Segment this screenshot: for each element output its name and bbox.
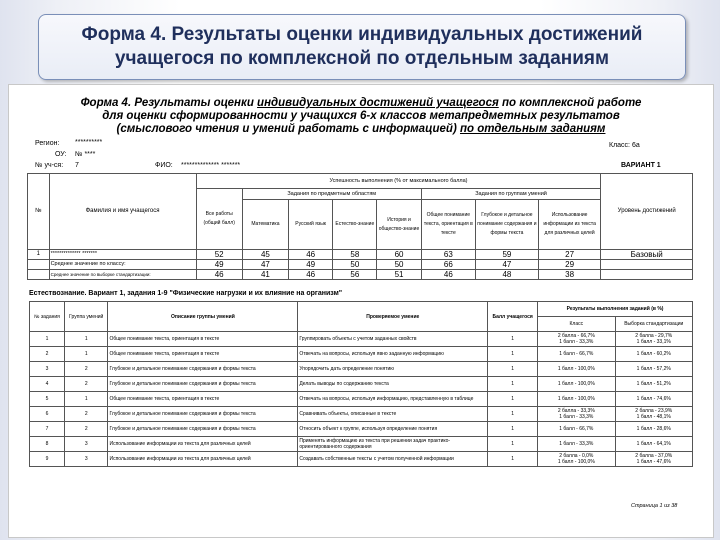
avg-class-value: 47	[242, 260, 288, 270]
summary-row-value: 46	[289, 250, 333, 260]
doc-heading-1-pre: Форма 4. Результаты оценки	[80, 97, 258, 109]
summary-row-value: 58	[333, 250, 377, 260]
detail-cell-score: 1	[488, 407, 538, 422]
avg-class-value: 29	[538, 260, 601, 270]
detail-header-sample: Выборка стандартизации	[615, 317, 692, 332]
detail-cell-skill: Отвечать на вопросы, используя явно заданную информацию	[298, 347, 488, 362]
detail-row	[30, 422, 693, 437]
summary-sub-general: Общее понимание текста, ориентация в тексте	[421, 200, 475, 250]
detail-cell-desc: Глубокое и детальное понимание содержания и формы текста	[108, 362, 298, 377]
detail-cell-group: 2	[65, 407, 108, 422]
detail-cell-score: 1	[488, 347, 538, 362]
avg-class-value: 49	[196, 260, 242, 270]
detail-cell-no: 2	[30, 347, 65, 362]
summary-row-name: ************** *******	[49, 250, 196, 260]
variant-label: ВАРИАНТ 1	[621, 162, 661, 169]
detail-cell-score: 1	[488, 377, 538, 392]
summary-sub-usage: Использование информации из текста для различных целей	[538, 200, 601, 250]
region-label: Регион:	[35, 140, 60, 147]
detail-cell-skill: Отвечать на вопросы, используя информацию, представленную в таблице	[298, 392, 488, 407]
student-no-value: 7	[75, 162, 79, 169]
detail-row	[30, 452, 693, 467]
detail-cell-desc: Глубокое и детальное понимание содержания и формы текста	[108, 422, 298, 437]
detail-cell-class: 1 балл - 33,3%	[538, 437, 615, 452]
detail-cell-skill: Относить объект к группе, используя определение понятия	[298, 422, 488, 437]
slide-title-line-1: Форма 4. Результаты оценки индивидуальных достижений	[81, 24, 643, 45]
avg-sample-value: 51	[377, 270, 421, 280]
fio-value: ************** *******	[181, 162, 241, 169]
detail-row	[30, 407, 693, 422]
summary-col-level: Уровень достижений	[601, 174, 693, 250]
detail-cell-group: 2	[65, 362, 108, 377]
summary-sub-math: Математика	[242, 200, 288, 250]
summary-row-value: 63	[421, 250, 475, 260]
detail-cell-sample: 1 балл - 57,2%	[615, 362, 692, 377]
detail-cell-skill: Сравнивать объекты, описанные в тексте	[298, 407, 488, 422]
detail-cell-sample: 1 балл - 60,2%	[615, 347, 692, 362]
avg-sample-value: 46	[421, 270, 475, 280]
detail-cell-sample: 1 балл - 51,2%	[615, 377, 692, 392]
detail-header-score: Балл учащегося	[488, 302, 538, 332]
summary-sub-russian: Русский язык	[289, 200, 333, 250]
detail-header-results: Результаты выполнения заданий (в %)	[538, 302, 693, 317]
avg-sample-value: 38	[538, 270, 601, 280]
avg-class-value: 49	[289, 260, 333, 270]
detail-row	[30, 437, 693, 452]
detail-cell-class: 2 балла - 33,3% 1 балл - 33,3%	[538, 407, 615, 422]
detail-row	[30, 332, 693, 347]
summary-row-value: 59	[476, 250, 539, 260]
detail-cell-skill: Создавать собственные тексты с учетом полученной информации	[298, 452, 488, 467]
detail-cell-skill: Делать выводы по содержанию текста	[298, 377, 488, 392]
section-title: Естествознание. Вариант 1, задания 1-9 "Физические нагрузки и их влияние на организм"	[29, 290, 343, 297]
detail-cell-class: 1 балл - 66,7%	[538, 422, 615, 437]
detail-cell-group: 3	[65, 437, 108, 452]
detail-cell-skill: Применять информацию из текста при решении задач практико-ориентированного содержания	[298, 437, 488, 452]
detail-cell-sample: 2 балла - 37,0% 1 балл - 47,6%	[615, 452, 692, 467]
detail-cell-no: 4	[30, 377, 65, 392]
avg-sample-value: 46	[289, 270, 333, 280]
avg-class-value: 47	[476, 260, 539, 270]
detail-header-no: № задания	[30, 302, 65, 332]
student-no-label: № уч-ся:	[35, 162, 64, 169]
detail-cell-desc: Использование информации из текста для различных целей	[108, 437, 298, 452]
detail-cell-desc: Использование информации из текста для различных целей	[108, 452, 298, 467]
avg-sample-label: Среднее значение по выборке стандартизации:	[49, 270, 196, 280]
detail-cell-no: 9	[30, 452, 65, 467]
detail-cell-desc: Общее понимание текста, ориентация в тексте	[108, 347, 298, 362]
avg-sample-value: 46	[196, 270, 242, 280]
summary-col-subject-group: Задания по предметным областям	[242, 189, 421, 200]
region-value: **********	[75, 139, 103, 146]
detail-cell-no: 7	[30, 422, 65, 437]
avg-sample-value: 41	[242, 270, 288, 280]
detail-cell-class: 1 балл - 100,0%	[538, 377, 615, 392]
summary-row-value: 27	[538, 250, 601, 260]
avg-sample-value: 48	[476, 270, 539, 280]
summary-col-skill-group: Задания по группам умений	[421, 189, 601, 200]
summary-row-value: 45	[242, 250, 288, 260]
detail-cell-class: 1 балл - 100,0%	[538, 392, 615, 407]
detail-cell-score: 1	[488, 362, 538, 377]
doc-heading-3	[9, 123, 713, 136]
doc-heading-1-post: по комплексной работе	[498, 97, 642, 109]
detail-cell-no: 6	[30, 407, 65, 422]
detail-cell-class: 2 балла - 66,7% 1 балл - 33,3%	[538, 332, 615, 347]
slide-title-line-2: учащегося по комплексной по отдельным заданиям	[114, 48, 610, 69]
summary-col-success: Успешность выполнения (% от максимального балла)	[196, 174, 601, 189]
summary-row-level: Базовый	[601, 250, 693, 260]
detail-cell-sample: 1 балл - 74,6%	[615, 392, 692, 407]
detail-row	[30, 347, 693, 362]
detail-cell-no: 1	[30, 332, 65, 347]
detail-cell-group: 1	[65, 332, 108, 347]
avg-class-value: 66	[421, 260, 475, 270]
detail-cell-desc: Общее понимание текста, ориентация в тексте	[108, 392, 298, 407]
detail-cell-group: 1	[65, 347, 108, 362]
summary-sub-history: История и общество-знание	[377, 200, 421, 250]
fio-label: ФИО:	[155, 162, 173, 169]
summary-table	[27, 173, 693, 280]
detail-cell-desc: Глубокое и детальное понимание содержания и формы текста	[108, 407, 298, 422]
summary-row-value: 52	[196, 250, 242, 260]
detail-cell-group: 1	[65, 392, 108, 407]
detail-cell-no: 8	[30, 437, 65, 452]
slide-title-box	[38, 14, 686, 80]
avg-class-value: 50	[333, 260, 377, 270]
detail-cell-score: 1	[488, 392, 538, 407]
detail-cell-score: 1	[488, 332, 538, 347]
summary-col-name: Фамилия и имя учащегося	[49, 174, 196, 250]
ou-label: ОУ:	[55, 151, 67, 158]
detail-cell-skill: Упорядочить дать определение понятию	[298, 362, 488, 377]
detail-table	[29, 301, 693, 467]
detail-header-skill: Проверяемое умение	[298, 302, 488, 332]
detail-cell-desc: Глубокое и детальное понимание содержания и формы текста	[108, 377, 298, 392]
avg-class-label: Среднее значение по классу:	[49, 260, 196, 270]
summary-row-no: 1	[28, 250, 50, 260]
detail-cell-group: 3	[65, 452, 108, 467]
class-label: Класс: 6а	[609, 142, 640, 149]
detail-cell-group: 2	[65, 422, 108, 437]
detail-row	[30, 392, 693, 407]
detail-cell-class: 1 балл - 66,7%	[538, 347, 615, 362]
detail-header-class: Класс	[538, 317, 615, 332]
avg-sample-value: 56	[333, 270, 377, 280]
page-number: Страница 1 из 38	[631, 503, 678, 509]
doc-heading-2: для оценки сформированности у учащихся 6-х классов метапредметных результатов	[102, 110, 620, 122]
doc-heading-3-underlined: по отдельным заданиям	[459, 123, 606, 135]
summary-sub-all: Все работы (общий балл)	[196, 189, 242, 250]
summary-sub-science: Естество-знание	[333, 200, 377, 250]
summary-sub-deep: Глубокое и детальное понимание содержания и формы текста	[476, 200, 539, 250]
document-scan	[8, 84, 714, 538]
detail-cell-sample: 1 балл - 28,6%	[615, 422, 692, 437]
detail-header-desc: Описание группы умений	[108, 302, 298, 332]
detail-cell-no: 3	[30, 362, 65, 377]
detail-cell-sample: 2 балла - 29,7% 1 балл - 33,1%	[615, 332, 692, 347]
avg-class-value: 50	[377, 260, 421, 270]
detail-cell-sample: 1 балл - 64,1%	[615, 437, 692, 452]
detail-cell-score: 1	[488, 437, 538, 452]
doc-heading-1-underlined: индивидуальных достижений учащегося	[257, 97, 499, 109]
detail-cell-score: 1	[488, 452, 538, 467]
detail-cell-desc: Общее понимание текста, ориентация в тексте	[108, 332, 298, 347]
detail-row	[30, 377, 693, 392]
detail-row	[30, 362, 693, 377]
ou-value: № ****	[75, 151, 96, 158]
summary-col-no: №	[28, 174, 50, 250]
detail-cell-skill: Группировать объекты с учетом заданных свойств	[298, 332, 488, 347]
detail-cell-group: 2	[65, 377, 108, 392]
detail-cell-class: 2 балла - 0,0% 1 балл - 100,0%	[538, 452, 615, 467]
detail-cell-class: 1 балл - 100,0%	[538, 362, 615, 377]
doc-heading-3-pre: (смыслового чтения и умений работать с информацией)	[116, 123, 460, 135]
detail-cell-no: 5	[30, 392, 65, 407]
detail-cell-sample: 2 балла - 23,9% 1 балл - 48,1%	[615, 407, 692, 422]
detail-cell-score: 1	[488, 422, 538, 437]
doc-heading-1	[9, 97, 713, 110]
summary-row-value: 60	[377, 250, 421, 260]
detail-header-group: Группа умений	[65, 302, 108, 332]
